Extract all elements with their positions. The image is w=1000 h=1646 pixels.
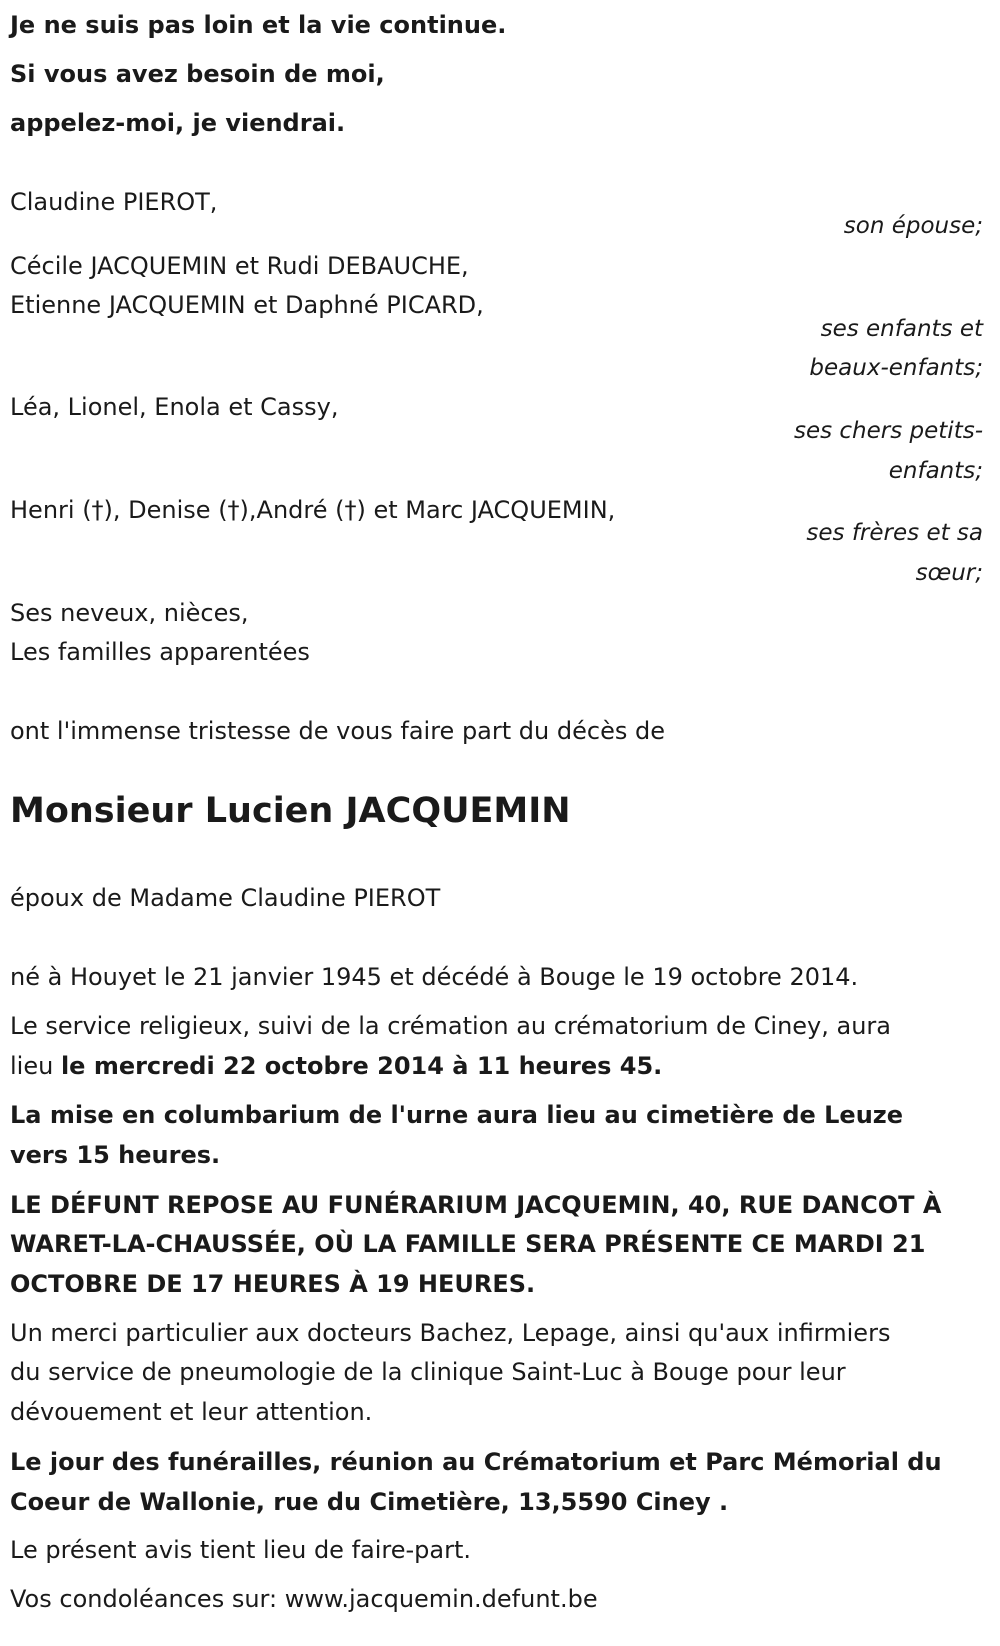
child-name: Cécile JACQUEMIN et Rudi DEBAUCHE, [10,252,469,280]
spouse-line: époux de Madame Claudine PIEROT [10,884,441,912]
columbarium-line: vers 15 heures. [10,1141,221,1169]
grandchildren-role: enfants; [888,458,983,484]
meeting-line: Coeur de Wallonie, rue du Cimetière, 13,5590 Ciney . [10,1488,729,1516]
condolences-line [10,1579,598,1619]
funerarium-line: WARET-LA-CHAUSSÉE, OÙ LA FAMILLE SERA PRÉSENTE CE MARDI 21 [10,1230,926,1258]
service-prefix: lieu [10,1052,61,1080]
funerarium-line: OCTOBRE DE 17 HEURES À 19 HEURES. [10,1270,536,1298]
poem-line: appelez-moi, je viendrai. [10,109,346,137]
spouse-name: Claudine PIEROT, [10,188,218,216]
deceased-name: Monsieur Lucien JACQUEMIN [10,791,571,831]
children-role: ses enfants et [820,316,983,342]
siblings-role: ses frères et sa [806,520,983,546]
siblings-role: sœur; [915,560,983,586]
service-line: Le service religieux, suivi de la crémation au crématorium de Ciney, aura [10,1012,891,1040]
service-line [10,1046,662,1086]
other-relatives: Les familles apparentées [10,638,310,666]
condolences-prefix: Vos condoléances sur: [10,1585,285,1613]
funerarium-line: LE DÉFUNT REPOSE AU FUNÉRARIUM JACQUEMIN, 40, RUE DANCOT À [10,1191,942,1219]
grandchildren-role: ses chers petits- [793,418,983,444]
children-role: beaux-enfants; [809,355,983,381]
thanks-line: du service de pneumologie de la clinique Saint-Luc à Bouge pour leur [10,1358,846,1386]
condolences-link[interactable]: www.jacquemin.defunt.be [284,1585,598,1613]
meeting-line: Le jour des funérailles, réunion au Crématorium et Parc Mémorial du [10,1448,942,1476]
thanks-line: dévouement et leur attention. [10,1398,373,1426]
service-datetime: le mercredi 22 octobre 2014 à 11 heures 45. [60,1052,663,1080]
birth-death: né à Houyet le 21 janvier 1945 et décédé à Bouge le 19 octobre 2014. [10,963,859,991]
other-relatives: Ses neveux, nièces, [10,599,249,627]
siblings-names: Henri (†), Denise (†),André (†) et Marc JACQUEMIN, [10,496,616,524]
poem-line: Si vous avez besoin de moi, [10,60,385,88]
notice: Le présent avis tient lieu de faire-part. [10,1536,472,1564]
spouse-role: son épouse; [843,213,983,239]
announcement: ont l'immense tristesse de vous faire part du décès de [10,717,665,745]
thanks-line: Un merci particulier aux docteurs Bachez, Lepage, ainsi qu'aux infirmiers [10,1319,891,1347]
grandchildren-names: Léa, Lionel, Enola et Cassy, [10,393,339,421]
columbarium-line: La mise en columbarium de l'urne aura lieu au cimetière de Leuze [10,1101,904,1129]
child-name: Etienne JACQUEMIN et Daphné PICARD, [10,291,484,319]
poem-line: Je ne suis pas loin et la vie continue. [10,11,507,39]
